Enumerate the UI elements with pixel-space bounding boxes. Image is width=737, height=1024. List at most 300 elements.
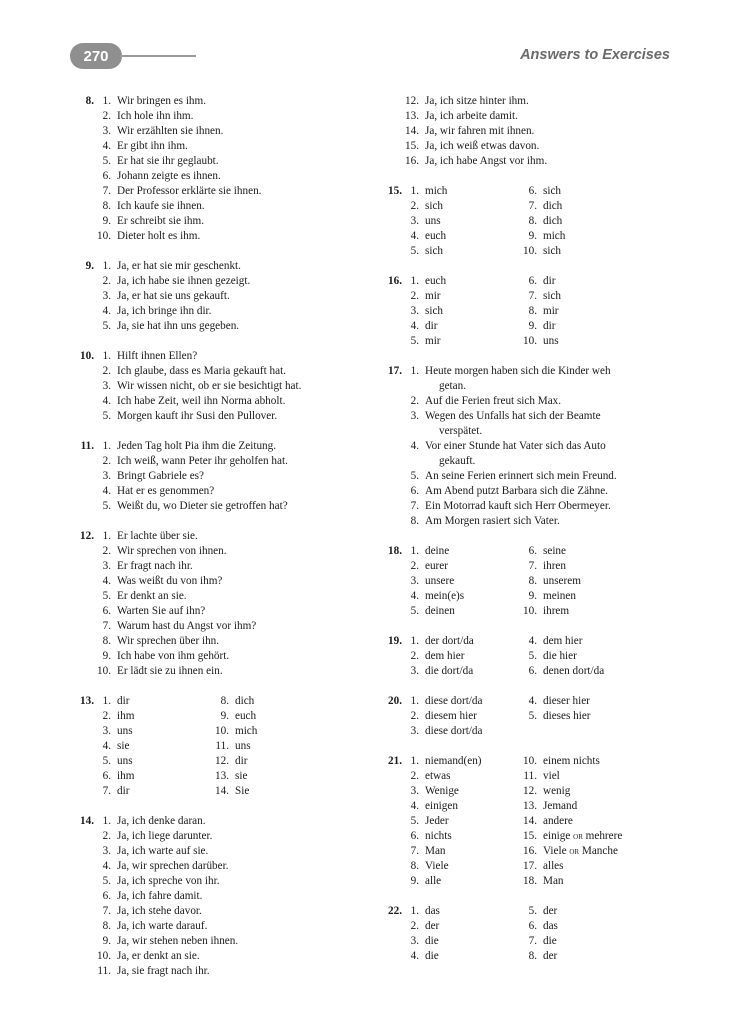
item-text: ihm — [117, 770, 135, 782]
header-rule — [120, 55, 196, 57]
item-text: die dort/da — [425, 665, 474, 677]
answer-item — [380, 829, 498, 844]
answer-item — [72, 409, 372, 424]
answer-item — [498, 274, 648, 289]
item-text: Wir wissen nicht, ob er sie besichtigt hat. — [117, 380, 302, 392]
answer-item — [72, 664, 372, 679]
item-number: 15. — [405, 140, 419, 152]
answer-subcolumn — [380, 754, 498, 889]
answer-item — [380, 514, 680, 529]
item-number — [380, 379, 425, 394]
item-number: 8. — [410, 860, 419, 872]
item-text: uns — [117, 725, 133, 737]
answer-item — [498, 709, 648, 724]
answer-item — [380, 784, 498, 799]
item-number: 3. — [410, 575, 419, 587]
answer-item — [72, 769, 190, 784]
item-number: 2. — [102, 710, 111, 722]
item-number: 15. — [523, 830, 537, 842]
exercise-number: 13. — [80, 695, 94, 707]
item-text: nichts — [425, 830, 452, 842]
item-text: sich — [543, 185, 562, 197]
exercise-number: 14. — [80, 815, 94, 827]
item-number: 2. — [410, 770, 419, 782]
answer-item — [190, 769, 340, 784]
answer-item — [498, 544, 648, 559]
answer-item — [72, 754, 190, 769]
item-text: Er gibt ihn ihm. — [117, 140, 188, 152]
answer-item — [498, 199, 648, 214]
item-text: Ja, ich spreche von ihr. — [117, 875, 220, 887]
item-number: 11. — [523, 770, 537, 782]
answer-item — [72, 934, 372, 949]
exercise-block — [380, 694, 680, 739]
answer-item — [380, 109, 680, 124]
answer-item — [380, 199, 498, 214]
item-number: 2. — [410, 395, 419, 407]
item-text: dir — [117, 785, 130, 797]
answer-item — [72, 904, 372, 919]
item-text: alles — [543, 860, 564, 872]
answer-continuation — [380, 424, 680, 439]
answer-item — [72, 304, 372, 319]
answer-item — [72, 604, 372, 619]
item-number: 5. — [102, 875, 111, 887]
item-text: Jeder — [425, 815, 449, 827]
exercise-number: 16. — [388, 275, 402, 287]
answer-subcolumn — [498, 544, 648, 619]
answer-subcolumn — [498, 904, 648, 964]
item-number: 4. — [102, 395, 111, 407]
item-number: 10. — [97, 950, 111, 962]
item-text: der — [425, 920, 440, 932]
item-text: mein(e)s — [425, 590, 465, 602]
answer-item — [498, 829, 648, 844]
item-text: Ja, wir fahren mit ihnen. — [425, 125, 535, 137]
item-number: 2. — [410, 650, 419, 662]
answer-item — [72, 199, 372, 214]
item-number: 11. — [97, 965, 111, 977]
item-text: verspätet. — [439, 425, 483, 437]
item-number: 3. — [102, 380, 111, 392]
item-text: Er lachte über sie. — [117, 530, 198, 542]
item-text: ihren — [543, 560, 566, 572]
item-number: 3. — [102, 725, 111, 737]
item-text: Ja, wir stehen neben ihnen. — [117, 935, 239, 947]
answer-item — [380, 574, 498, 589]
answer-item — [72, 214, 372, 229]
answer-item — [380, 664, 498, 679]
answer-columns — [380, 904, 680, 964]
item-text: das — [425, 905, 440, 917]
answer-item — [380, 649, 498, 664]
item-number: 5. — [410, 605, 419, 617]
item-number: 3. — [410, 935, 419, 947]
item-text: ihm — [117, 710, 135, 722]
item-number: 6. — [528, 275, 537, 287]
item-number: 7. — [528, 935, 537, 947]
item-text: Ja, er hat sie uns gekauft. — [117, 290, 230, 302]
answer-item — [72, 829, 372, 844]
answer-continuation — [380, 379, 680, 394]
answer-item — [72, 739, 190, 754]
answer-item — [72, 574, 372, 589]
item-text: Am Abend putzt Barbara sich die Zähne. — [425, 485, 608, 497]
item-text: Der Professor erklärte sie ihnen. — [117, 185, 262, 197]
item-number: 4. — [102, 140, 111, 152]
answer-item — [380, 469, 680, 484]
item-number: 7. — [102, 185, 111, 197]
exercise-block — [72, 94, 372, 244]
exercise-number: 12. — [80, 530, 94, 542]
answer-item — [380, 154, 680, 169]
answer-item — [72, 619, 372, 634]
item-text: dir — [117, 695, 130, 707]
item-number: 3. — [102, 845, 111, 857]
answer-item — [380, 304, 498, 319]
answer-columns — [72, 694, 372, 799]
answer-item — [380, 604, 498, 619]
answer-item — [72, 124, 372, 139]
item-text: niemand(en) — [425, 755, 482, 767]
item-text: der — [543, 905, 558, 917]
item-number: 4. — [102, 740, 111, 752]
item-number: 10. — [523, 605, 537, 617]
item-number: 4. — [410, 800, 419, 812]
item-number: 14. — [405, 125, 419, 137]
item-text: alle — [425, 875, 442, 887]
item-text: Ich kaufe sie ihnen. — [117, 200, 205, 212]
answer-item — [72, 649, 372, 664]
item-text: Vor einer Stunde hat Vater sich das Auto — [425, 440, 606, 452]
item-number: 6. — [102, 770, 111, 782]
answer-item — [72, 289, 372, 304]
answer-item — [190, 694, 340, 709]
item-text: Er lädt sie zu ihnen ein. — [117, 665, 223, 677]
item-text: Wenige — [425, 785, 459, 797]
item-number: 1. — [102, 350, 111, 362]
item-number: 2. — [102, 110, 111, 122]
item-number: 9. — [528, 230, 537, 242]
item-text: Wir sprechen von ihnen. — [117, 545, 227, 557]
answer-item — [380, 949, 498, 964]
item-number: 16. — [523, 845, 537, 857]
item-text: Ich habe von ihm gehört. — [117, 650, 230, 662]
item-text: deinen — [425, 605, 455, 617]
item-number: 1. — [102, 440, 111, 452]
answer-item — [72, 439, 372, 454]
exercise-number: 10. — [80, 350, 94, 362]
item-text-part: mehrere — [582, 830, 623, 842]
item-number: 2. — [410, 920, 419, 932]
item-text: mich — [235, 725, 258, 737]
item-text: Am Morgen rasiert sich Vater. — [425, 515, 560, 527]
answer-item — [380, 244, 498, 259]
answer-item — [72, 559, 372, 574]
item-text: Viele — [425, 860, 449, 872]
item-text: euch — [425, 275, 447, 287]
item-number: 3. — [410, 785, 419, 797]
or-connector: or — [569, 846, 580, 857]
item-number — [380, 454, 425, 469]
item-number: 5. — [102, 500, 111, 512]
item-number: 1. — [102, 695, 111, 707]
item-text: Ja, ich arbeite damit. — [425, 110, 518, 122]
answer-item — [72, 109, 372, 124]
item-text: der — [543, 950, 558, 962]
answer-item — [380, 229, 498, 244]
item-number: 1. — [410, 755, 419, 767]
item-number: 4. — [410, 320, 419, 332]
item-number: 4. — [102, 860, 111, 872]
answer-subcolumn — [498, 184, 648, 259]
item-number: 2. — [102, 455, 111, 467]
item-number: 1. — [410, 275, 419, 287]
item-number: 1. — [410, 365, 419, 377]
exercise-number: 9. — [85, 260, 94, 272]
answer-item — [72, 844, 372, 859]
item-text: wenig — [543, 785, 571, 797]
item-text: gekauft. — [439, 455, 476, 467]
item-number: 3. — [102, 470, 111, 482]
item-number: 3. — [410, 215, 419, 227]
item-text: Ja, ich stehe davor. — [117, 905, 202, 917]
item-text: Ja, ich habe Angst vor ihm. — [425, 155, 548, 167]
item-number: 4. — [410, 440, 419, 452]
item-text: etwas — [425, 770, 451, 782]
answer-item — [190, 754, 340, 769]
item-number: 12. — [215, 755, 229, 767]
item-number: 6. — [528, 185, 537, 197]
answer-item — [498, 814, 648, 829]
left-column — [72, 94, 372, 994]
answer-item — [72, 964, 372, 979]
item-number: 8. — [528, 305, 537, 317]
item-number: 11. — [215, 740, 229, 752]
answer-columns — [380, 754, 680, 889]
item-text: Ja, ich warte darauf. — [117, 920, 208, 932]
item-number: 5. — [528, 710, 537, 722]
item-text — [543, 844, 648, 859]
answer-item — [72, 274, 372, 289]
answer-item — [72, 784, 190, 799]
answer-item — [190, 724, 340, 739]
answer-item — [498, 244, 648, 259]
answer-item — [498, 319, 648, 334]
answer-item — [498, 799, 648, 814]
answer-item — [72, 499, 372, 514]
answer-item — [498, 184, 648, 199]
answer-item — [498, 589, 648, 604]
item-text: euch — [425, 230, 447, 242]
item-number: 13. — [523, 800, 537, 812]
item-text: deine — [425, 545, 450, 557]
answer-item — [72, 589, 372, 604]
answer-item — [380, 124, 680, 139]
item-text-part: Manche — [579, 845, 618, 857]
answer-item — [380, 214, 498, 229]
item-number: 5. — [102, 320, 111, 332]
item-number: 7. — [528, 560, 537, 572]
item-text: dich — [543, 215, 563, 227]
item-number: 1. — [410, 695, 419, 707]
answer-item — [380, 139, 680, 154]
answer-continuation — [380, 454, 680, 469]
item-text: Ja, er denkt an sie. — [117, 950, 200, 962]
exercise-number: 19. — [388, 635, 402, 647]
answer-item — [72, 184, 372, 199]
item-text: ihrem — [543, 605, 570, 617]
item-text: euch — [235, 710, 257, 722]
answer-item — [72, 529, 372, 544]
item-number: 5. — [410, 245, 419, 257]
answer-item — [190, 739, 340, 754]
item-number: 10. — [523, 245, 537, 257]
item-number: 4. — [528, 635, 537, 647]
answer-item — [498, 784, 648, 799]
item-number: 4. — [528, 695, 537, 707]
item-text: sich — [425, 305, 444, 317]
item-text: Er denkt an sie. — [117, 590, 187, 602]
item-number: 1. — [102, 260, 111, 272]
item-text: uns — [117, 755, 133, 767]
item-text: die — [425, 950, 439, 962]
answer-item — [498, 844, 648, 859]
item-number: 10. — [215, 725, 229, 737]
item-number: 9. — [102, 215, 111, 227]
item-number: 7. — [102, 620, 111, 632]
item-number: 1. — [102, 95, 111, 107]
item-number: 13. — [405, 110, 419, 122]
answer-item — [498, 229, 648, 244]
answer-item — [498, 649, 648, 664]
exercise-number: 11. — [80, 440, 94, 452]
item-number: 4. — [410, 950, 419, 962]
answer-item — [72, 889, 372, 904]
item-number: 5. — [102, 755, 111, 767]
right-column — [380, 94, 680, 979]
item-number: 3. — [102, 125, 111, 137]
exercise-block — [72, 529, 372, 679]
item-number: 10. — [97, 665, 111, 677]
item-text-part: Viele — [543, 845, 570, 857]
item-number: 3. — [410, 725, 419, 737]
item-text: mir — [425, 290, 441, 302]
item-text: uns — [543, 335, 559, 347]
item-number: 6. — [528, 920, 537, 932]
answer-item — [72, 484, 372, 499]
answer-item — [72, 874, 372, 889]
item-number: 8. — [528, 575, 537, 587]
item-text: einigen — [425, 800, 458, 812]
answer-item — [72, 154, 372, 169]
answer-item — [190, 709, 340, 724]
exercise-number: 18. — [388, 545, 402, 557]
item-text: uns — [235, 740, 251, 752]
exercise-block — [380, 94, 680, 169]
item-number: 5. — [102, 155, 111, 167]
page-number-badge: 270 — [70, 43, 122, 69]
answer-item — [498, 874, 648, 889]
item-number: 2. — [102, 365, 111, 377]
item-number: 9. — [410, 875, 419, 887]
item-text — [543, 829, 648, 844]
item-number: 6. — [410, 830, 419, 842]
item-number: 7. — [528, 290, 537, 302]
item-text: Ja, ich bringe ihn dir. — [117, 305, 212, 317]
answer-item — [72, 544, 372, 559]
item-text: Ja, ich fahre damit. — [117, 890, 203, 902]
exercise-block — [380, 274, 680, 349]
answer-item — [498, 664, 648, 679]
answer-item — [72, 454, 372, 469]
item-text: diese dort/da — [425, 725, 483, 737]
answer-item — [190, 784, 340, 799]
answer-item — [380, 394, 680, 409]
item-number: 5. — [102, 410, 111, 422]
item-number: 5. — [410, 470, 419, 482]
answer-item — [380, 559, 498, 574]
item-number: 1. — [410, 905, 419, 917]
item-number: 10. — [523, 755, 537, 767]
item-number: 6. — [528, 665, 537, 677]
item-number: 7. — [410, 845, 419, 857]
item-text: Ja, er hat sie mir geschenkt. — [117, 260, 241, 272]
answer-item — [498, 214, 648, 229]
item-text: die hier — [543, 650, 577, 662]
item-number: 9. — [102, 650, 111, 662]
item-number: 2. — [410, 560, 419, 572]
item-number: 7. — [102, 785, 111, 797]
answer-item — [380, 799, 498, 814]
answer-columns — [380, 694, 680, 739]
item-text: dir — [235, 755, 248, 767]
answer-item — [72, 364, 372, 379]
answer-item — [498, 304, 648, 319]
answer-item — [498, 904, 648, 919]
answer-item — [72, 919, 372, 934]
item-text: dieses hier — [543, 710, 591, 722]
answer-item — [498, 934, 648, 949]
item-text: Dieter holt es ihm. — [117, 230, 201, 242]
answer-item — [498, 289, 648, 304]
exercise-number: 21. — [388, 755, 402, 767]
item-text: Morgen kauft ihr Susi den Pullover. — [117, 410, 278, 422]
item-number: 2. — [410, 290, 419, 302]
item-text: sie — [235, 770, 248, 782]
item-number: 6. — [102, 170, 111, 182]
item-text: sich — [425, 200, 444, 212]
item-text: unsere — [425, 575, 455, 587]
item-text: Auf die Ferien freut sich Max. — [425, 395, 562, 407]
answer-item — [380, 589, 498, 604]
item-number: 7. — [528, 200, 537, 212]
item-text-part: einige — [543, 830, 574, 842]
item-text: seine — [543, 545, 566, 557]
item-text: einem nichts — [543, 755, 600, 767]
item-text: diesem hier — [425, 710, 477, 722]
item-number: 2. — [410, 200, 419, 212]
answer-item — [498, 334, 648, 349]
answer-columns — [380, 544, 680, 619]
answer-item — [498, 949, 648, 964]
item-text: mir — [543, 305, 559, 317]
answer-item — [498, 754, 648, 769]
item-text: eurer — [425, 560, 448, 572]
answer-item — [380, 364, 680, 379]
item-number: 6. — [102, 605, 111, 617]
answer-item — [380, 724, 498, 739]
